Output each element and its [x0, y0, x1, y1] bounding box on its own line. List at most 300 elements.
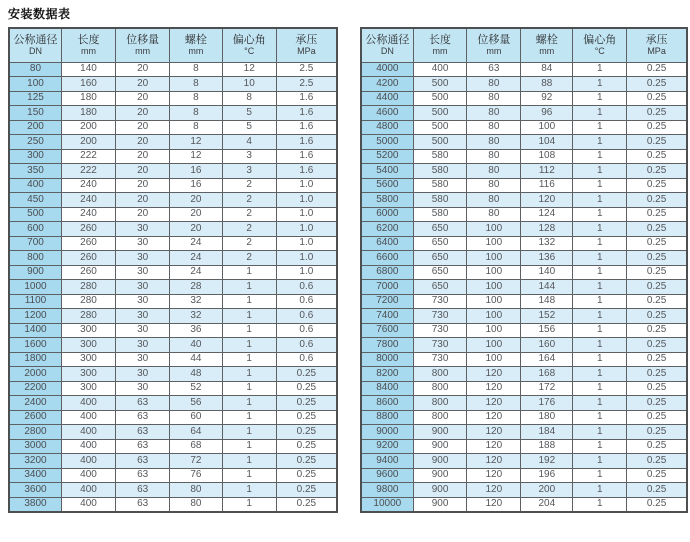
table-cell: 222 [61, 149, 115, 164]
dn-cell: 1400 [9, 323, 61, 338]
table-cell: 80 [467, 164, 521, 179]
table-cell: 1 [573, 135, 627, 150]
table-cell: 400 [61, 425, 115, 440]
table-cell: 500 [413, 120, 467, 135]
table-cell: 176 [521, 396, 573, 411]
column-label: 公称通径 [13, 33, 58, 46]
table-cell: 160 [61, 77, 115, 92]
table-cell: 500 [413, 91, 467, 106]
table-cell: 1.6 [276, 91, 337, 106]
table-cell: 0.25 [627, 396, 687, 411]
table-cell: 0.25 [627, 468, 687, 483]
table-cell: 136 [521, 251, 573, 266]
table-cell: 1.0 [276, 236, 337, 251]
table-cell: 120 [467, 497, 521, 512]
table-cell: 580 [413, 207, 467, 222]
table-row [361, 178, 687, 193]
table-cell: 260 [61, 251, 115, 266]
table-cell: 1 [222, 483, 276, 498]
dn-cell: 3200 [9, 454, 61, 469]
table-cell: 30 [116, 352, 170, 367]
table-cell: 30 [116, 323, 170, 338]
table-cell: 20 [116, 193, 170, 208]
dn-cell: 500 [9, 207, 61, 222]
table-cell: 12 [222, 62, 276, 77]
table-cell: 2 [222, 193, 276, 208]
table-cell: 5 [222, 106, 276, 121]
column-label: 长度 [429, 33, 452, 46]
dn-cell: 9600 [361, 468, 413, 483]
table-cell: 0.25 [627, 323, 687, 338]
table-cell: 63 [116, 468, 170, 483]
dn-cell: 5800 [361, 193, 413, 208]
column-header [573, 28, 627, 62]
table-cell: 730 [413, 294, 467, 309]
table-cell: 800 [413, 367, 467, 382]
dn-cell: 8600 [361, 396, 413, 411]
table-cell: 1 [222, 265, 276, 280]
table-cell: 112 [521, 164, 573, 179]
table-row [361, 294, 687, 309]
table-cell: 100 [467, 280, 521, 295]
table-row [361, 207, 687, 222]
table-cell: 20 [116, 62, 170, 77]
table-cell: 0.25 [627, 77, 687, 92]
table-cell: 1.6 [276, 106, 337, 121]
table-cell: 104 [521, 135, 573, 150]
table-cell: 1 [573, 483, 627, 498]
table-cell: 0.6 [276, 309, 337, 324]
table-cell: 24 [170, 236, 222, 251]
table-cell: 20 [116, 106, 170, 121]
dn-cell: 2200 [9, 381, 61, 396]
table-cell: 1 [573, 323, 627, 338]
table-cell: 1 [573, 193, 627, 208]
column-header [521, 28, 573, 62]
table-cell: 96 [521, 106, 573, 121]
table-cell: 1.6 [276, 149, 337, 164]
table-cell: 1 [573, 468, 627, 483]
table-cell: 1 [573, 106, 627, 121]
table-cell: 500 [413, 106, 467, 121]
table-cell: 0.25 [627, 178, 687, 193]
table-row [361, 396, 687, 411]
dn-cell: 6800 [361, 265, 413, 280]
table-cell: 650 [413, 265, 467, 280]
table-cell: 730 [413, 323, 467, 338]
column-label: 位移量 [477, 33, 511, 46]
table-cell: 1 [573, 454, 627, 469]
table-row [361, 77, 687, 92]
table-cell: 240 [61, 193, 115, 208]
dn-cell: 5200 [361, 149, 413, 164]
column-header [9, 28, 61, 62]
table-cell: 1 [573, 91, 627, 106]
dn-cell: 5600 [361, 178, 413, 193]
column-label: 偏心角 [232, 33, 266, 46]
table-cell: 160 [521, 338, 573, 353]
column-label: 螺栓 [184, 33, 207, 46]
dn-cell: 450 [9, 193, 61, 208]
table-cell: 1 [573, 251, 627, 266]
table-cell: 8 [170, 62, 222, 77]
table-row [361, 323, 687, 338]
table-cell: 1.0 [276, 222, 337, 237]
table-row [361, 309, 687, 324]
table-row [361, 352, 687, 367]
table-row [9, 497, 337, 512]
table-cell: 80 [467, 193, 521, 208]
column-unit: MPa [647, 45, 666, 56]
table-cell: 5 [222, 120, 276, 135]
table-cell: 20 [116, 91, 170, 106]
table-row [9, 439, 337, 454]
dn-cell: 400 [9, 178, 61, 193]
table-cell: 80 [467, 77, 521, 92]
table-row [361, 439, 687, 454]
column-unit: MPa [297, 45, 316, 56]
table-row [361, 338, 687, 353]
dn-cell: 1200 [9, 309, 61, 324]
column-header [627, 28, 687, 62]
dn-cell: 7400 [361, 309, 413, 324]
table-cell: 20 [116, 164, 170, 179]
table-cell: 240 [61, 207, 115, 222]
table-cell: 1 [573, 77, 627, 92]
table-cell: 200 [61, 135, 115, 150]
table-cell: 8 [170, 106, 222, 121]
table-cell: 152 [521, 309, 573, 324]
table-cell: 8 [170, 120, 222, 135]
table-cell: 36 [170, 323, 222, 338]
table-cell: 80 [467, 135, 521, 150]
table-cell: 1.0 [276, 265, 337, 280]
dn-cell: 9800 [361, 483, 413, 498]
table-cell: 0.25 [276, 410, 337, 425]
table-row [9, 77, 337, 92]
table-cell: 100 [467, 323, 521, 338]
table-cell: 0.25 [627, 425, 687, 440]
table-row [361, 425, 687, 440]
table-row [361, 62, 687, 77]
dn-cell: 6600 [361, 251, 413, 266]
dn-cell: 4000 [361, 62, 413, 77]
dn-cell: 125 [9, 91, 61, 106]
table-cell: 1.6 [276, 135, 337, 150]
column-unit: mm [539, 45, 555, 56]
table-row [9, 120, 337, 135]
table-cell: 222 [61, 164, 115, 179]
dn-cell: 3800 [9, 497, 61, 512]
table-cell: 48 [170, 367, 222, 382]
table-cell: 1 [222, 309, 276, 324]
table-cell: 144 [521, 280, 573, 295]
table-cell: 280 [61, 294, 115, 309]
header-row [9, 28, 337, 62]
table-cell: 20 [116, 207, 170, 222]
table-cell: 1 [573, 396, 627, 411]
table-cell: 30 [116, 280, 170, 295]
dn-cell: 80 [9, 62, 61, 77]
column-label: 螺栓 [535, 33, 558, 46]
table-cell: 1 [222, 323, 276, 338]
dn-cell: 800 [9, 251, 61, 266]
table-cell: 30 [116, 338, 170, 353]
table-cell: 0.25 [276, 367, 337, 382]
column-unit: °C [594, 45, 605, 56]
dn-cell: 8000 [361, 352, 413, 367]
table-cell: 240 [61, 178, 115, 193]
table-cell: 1 [222, 338, 276, 353]
dn-cell: 150 [9, 106, 61, 121]
table-cell: 30 [116, 294, 170, 309]
table-row [361, 120, 687, 135]
table-cell: 0.25 [627, 497, 687, 512]
dn-cell: 250 [9, 135, 61, 150]
dn-cell: 300 [9, 149, 61, 164]
table-row [9, 323, 337, 338]
table-cell: 1.6 [276, 164, 337, 179]
table-cell: 1 [573, 62, 627, 77]
table-cell: 650 [413, 222, 467, 237]
table-cell: 140 [61, 62, 115, 77]
table-cell: 400 [61, 439, 115, 454]
table-cell: 0.6 [276, 294, 337, 309]
table-cell: 0.25 [276, 468, 337, 483]
table-cell: 100 [521, 120, 573, 135]
column-unit: mm [432, 45, 448, 56]
table-row [9, 396, 337, 411]
table-cell: 63 [116, 454, 170, 469]
table-row [9, 367, 337, 382]
table-cell: 800 [413, 381, 467, 396]
table-cell: 196 [521, 468, 573, 483]
dn-cell: 6200 [361, 222, 413, 237]
table-cell: 3 [222, 164, 276, 179]
table-cell: 80 [467, 149, 521, 164]
table-cell: 730 [413, 352, 467, 367]
table-row [9, 236, 337, 251]
table-row [9, 309, 337, 324]
table-row [9, 178, 337, 193]
table-cell: 1 [573, 222, 627, 237]
table-cell: 172 [521, 381, 573, 396]
table-cell: 30 [116, 265, 170, 280]
table-cell: 0.25 [276, 381, 337, 396]
table-cell: 0.25 [627, 294, 687, 309]
dn-cell: 6000 [361, 207, 413, 222]
table-cell: 1 [222, 425, 276, 440]
table-cell: 32 [170, 294, 222, 309]
table-row [9, 62, 337, 77]
table-cell: 2 [222, 236, 276, 251]
dn-cell: 2000 [9, 367, 61, 382]
table-cell: 116 [521, 178, 573, 193]
table-cell: 20 [170, 222, 222, 237]
table-cell: 56 [170, 396, 222, 411]
table-cell: 120 [521, 193, 573, 208]
table-cell: 63 [116, 396, 170, 411]
table-cell: 132 [521, 236, 573, 251]
table-cell: 0.25 [627, 439, 687, 454]
table-row [9, 251, 337, 266]
table-cell: 500 [413, 77, 467, 92]
table-cell: 730 [413, 309, 467, 324]
table-cell: 1 [573, 280, 627, 295]
table-cell: 180 [521, 410, 573, 425]
table-cell: 1 [573, 352, 627, 367]
table-cell: 300 [61, 352, 115, 367]
table-cell: 2 [222, 207, 276, 222]
table-row [361, 265, 687, 280]
table-cell: 0.25 [627, 410, 687, 425]
table-cell: 300 [61, 367, 115, 382]
table-cell: 0.25 [276, 439, 337, 454]
table-cell: 100 [467, 309, 521, 324]
dn-cell: 2800 [9, 425, 61, 440]
column-header [222, 28, 276, 62]
table-cell: 0.6 [276, 338, 337, 353]
page-title: 安装数据表 [8, 7, 71, 21]
dn-cell: 100 [9, 77, 61, 92]
table-cell: 1.0 [276, 178, 337, 193]
table-cell: 1 [573, 309, 627, 324]
table-cell: 92 [521, 91, 573, 106]
table-cell: 120 [467, 483, 521, 498]
table-row [9, 454, 337, 469]
dn-cell: 7800 [361, 338, 413, 353]
table-cell: 124 [521, 207, 573, 222]
dn-cell: 5000 [361, 135, 413, 150]
table-cell: 120 [467, 454, 521, 469]
dn-cell: 900 [9, 265, 61, 280]
table-row [9, 222, 337, 237]
table-cell: 180 [61, 106, 115, 121]
table-cell: 900 [413, 468, 467, 483]
table-cell: 20 [116, 77, 170, 92]
table-row [361, 193, 687, 208]
table-cell: 650 [413, 280, 467, 295]
table-row [361, 106, 687, 121]
table-cell: 1 [573, 497, 627, 512]
table-cell: 0.25 [627, 120, 687, 135]
table-cell: 1.6 [276, 120, 337, 135]
table-row [9, 410, 337, 425]
dn-cell: 700 [9, 236, 61, 251]
table-cell: 1 [222, 396, 276, 411]
dn-cell: 1600 [9, 338, 61, 353]
table-row [9, 483, 337, 498]
table-row [361, 91, 687, 106]
table-cell: 0.25 [627, 207, 687, 222]
table-cell: 20 [170, 193, 222, 208]
table-cell: 63 [116, 497, 170, 512]
table-cell: 0.25 [627, 236, 687, 251]
table-cell: 0.25 [627, 222, 687, 237]
table-cell: 8 [170, 91, 222, 106]
dn-cell: 8400 [361, 381, 413, 396]
table-cell: 200 [521, 483, 573, 498]
table-cell: 1 [573, 178, 627, 193]
table-cell: 30 [116, 222, 170, 237]
column-unit: mm [81, 45, 97, 56]
table-cell: 192 [521, 454, 573, 469]
dn-cell: 3000 [9, 439, 61, 454]
table-cell: 12 [170, 149, 222, 164]
table-cell: 20 [116, 178, 170, 193]
table-row [9, 352, 337, 367]
table-row [9, 280, 337, 295]
table-cell: 580 [413, 164, 467, 179]
table-cell: 580 [413, 178, 467, 193]
dn-cell: 8800 [361, 410, 413, 425]
table-cell: 108 [521, 149, 573, 164]
table-cell: 0.25 [627, 352, 687, 367]
table-cell: 1 [222, 468, 276, 483]
dn-cell: 5400 [361, 164, 413, 179]
table-cell: 168 [521, 367, 573, 382]
table-cell: 400 [61, 468, 115, 483]
table-cell: 52 [170, 381, 222, 396]
table-cell: 0.6 [276, 280, 337, 295]
table-cell: 1 [222, 352, 276, 367]
table-cell: 72 [170, 454, 222, 469]
table-cell: 120 [467, 439, 521, 454]
table-row [9, 106, 337, 121]
table-cell: 80 [467, 91, 521, 106]
table-cell: 63 [116, 425, 170, 440]
column-header [467, 28, 521, 62]
table-cell: 1 [573, 294, 627, 309]
table-cell: 60 [170, 410, 222, 425]
table-cell: 20 [170, 207, 222, 222]
table-row [9, 468, 337, 483]
table-row [9, 207, 337, 222]
table-cell: 3 [222, 149, 276, 164]
dn-cell: 2400 [9, 396, 61, 411]
table-cell: 44 [170, 352, 222, 367]
table-cell: 140 [521, 265, 573, 280]
table-cell: 2 [222, 178, 276, 193]
table-cell: 204 [521, 497, 573, 512]
table-cell: 40 [170, 338, 222, 353]
table-cell: 1 [222, 439, 276, 454]
table-row [9, 294, 337, 309]
table-cell: 0.25 [627, 62, 687, 77]
table-cell: 0.25 [627, 135, 687, 150]
table-row [361, 410, 687, 425]
table-cell: 68 [170, 439, 222, 454]
table-cell: 120 [467, 381, 521, 396]
table-cell: 1 [222, 367, 276, 382]
table-cell: 1.0 [276, 207, 337, 222]
column-unit: DN [380, 45, 394, 56]
dn-cell: 1100 [9, 294, 61, 309]
table-cell: 1 [573, 265, 627, 280]
table-cell: 0.25 [627, 381, 687, 396]
table-cell: 260 [61, 236, 115, 251]
table-cell: 0.25 [627, 193, 687, 208]
table-row [361, 236, 687, 251]
table-cell: 0.25 [627, 483, 687, 498]
column-header [61, 28, 115, 62]
dn-cell: 3600 [9, 483, 61, 498]
table-row [9, 91, 337, 106]
table-cell: 650 [413, 251, 467, 266]
table-cell: 1 [222, 410, 276, 425]
table-cell: 1 [573, 439, 627, 454]
tables-wrap [8, 27, 690, 513]
